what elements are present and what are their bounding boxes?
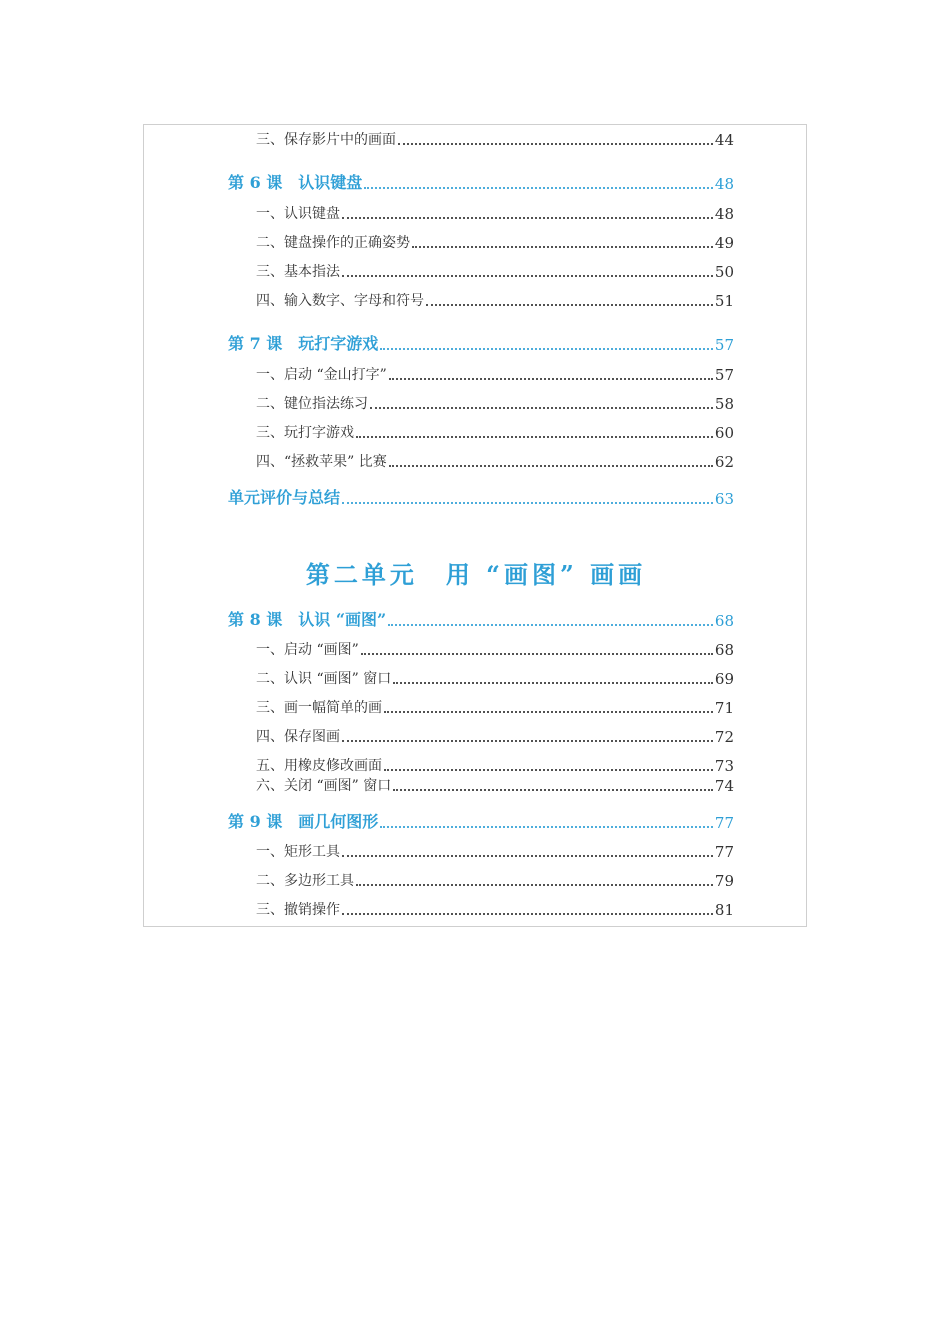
toc-item-title: 一、启动 “画图” [256, 642, 359, 658]
toc-item [256, 841, 734, 861]
lesson-title: 认识 “画图” [298, 610, 387, 629]
toc-item [256, 290, 734, 310]
leader-dots [356, 436, 713, 438]
toc-item-title: 六、关闭 “画图” 窗口 [256, 778, 392, 794]
leader-dots [342, 740, 713, 742]
lesson-title: 单元评价与总结 [228, 488, 341, 507]
toc-item-page: 49 [714, 234, 734, 252]
toc-item [256, 726, 734, 746]
leader-dots [356, 884, 713, 886]
leader-dots [389, 465, 713, 467]
leader-dots [364, 187, 713, 189]
toc-item [256, 668, 734, 688]
toc-item [256, 755, 734, 775]
lesson-title: 玩打字游戏 [298, 334, 379, 353]
toc-item-title: 三、撤销操作 [256, 902, 340, 918]
toc-lesson-6 [228, 171, 734, 193]
toc-item-title: 一、矩形工具 [256, 844, 340, 860]
toc-item-page: 48 [714, 205, 734, 223]
toc-item-title: 三、基本指法 [256, 264, 340, 280]
toc-item-title: 三、玩打字游戏 [256, 425, 354, 441]
leader-dots [412, 246, 713, 248]
toc-item-title: 一、启动 “金山打字” [256, 367, 387, 383]
leader-dots [380, 348, 713, 350]
leader-dots [393, 789, 713, 791]
toc-item [256, 364, 734, 384]
toc-item-page: 51 [714, 292, 734, 310]
unit-title [144, 555, 808, 590]
toc-item [256, 129, 734, 149]
lesson-title: 认识键盘 [298, 173, 363, 192]
toc-item-page: 79 [714, 872, 734, 890]
toc-item-page: 81 [714, 901, 734, 919]
lesson-page: 77 [714, 814, 734, 832]
lesson-number: 第 6 课 [228, 173, 283, 192]
toc-item-title: 五、用橡皮修改画面 [256, 758, 382, 774]
leader-dots [380, 826, 713, 828]
leader-dots [342, 855, 713, 857]
toc-item [256, 261, 734, 281]
lesson-page: 63 [714, 490, 734, 508]
toc-item-page: 71 [714, 699, 734, 717]
toc-item-title: 二、认识 “画图” 窗口 [256, 671, 392, 687]
toc-item [256, 697, 734, 717]
toc-item-title: 二、多边形工具 [256, 873, 354, 889]
toc-item [256, 232, 734, 252]
toc-item-page: 77 [714, 843, 734, 861]
toc-page [143, 124, 807, 927]
toc-item [256, 775, 734, 795]
lesson-number: 第 7 课 [228, 334, 283, 353]
toc-item [256, 422, 734, 442]
lesson-page: 68 [714, 612, 734, 630]
lesson-number: 第 9 课 [228, 812, 283, 831]
lesson-page: 48 [714, 175, 734, 193]
toc-item-page: 68 [714, 641, 734, 659]
toc-item-title: 四、“拯救苹果” 比赛 [256, 454, 387, 470]
lesson-page: 57 [714, 336, 734, 354]
toc-lesson-9 [228, 810, 734, 832]
toc-item-page: 60 [714, 424, 734, 442]
toc-item-page: 74 [714, 777, 734, 795]
toc-item-page: 44 [714, 131, 734, 149]
toc-item [256, 870, 734, 890]
toc-lesson-8 [228, 608, 734, 630]
leader-dots [384, 769, 713, 771]
toc-item-page: 69 [714, 670, 734, 688]
leader-dots [370, 407, 713, 409]
unit-number: 第二单元 [305, 560, 418, 589]
leader-dots [342, 913, 713, 915]
toc-item [256, 899, 734, 919]
leader-dots [342, 217, 713, 219]
toc-item-title: 四、保存图画 [256, 729, 340, 745]
toc-item-page: 72 [714, 728, 734, 746]
toc-item [256, 203, 734, 223]
toc-lesson-7 [228, 332, 734, 354]
lesson-title: 画几何图形 [298, 812, 379, 831]
toc-item-title: 三、保存影片中的画面 [256, 132, 396, 148]
toc-item [256, 393, 734, 413]
toc-item [256, 639, 734, 659]
leader-dots [388, 624, 713, 626]
leader-dots [342, 275, 713, 277]
toc-item-page: 57 [714, 366, 734, 384]
toc-item-title: 二、键盘操作的正确姿势 [256, 235, 410, 251]
toc-item-title: 三、画一幅简单的画 [256, 700, 382, 716]
leader-dots [342, 502, 713, 504]
leader-dots [361, 653, 713, 655]
toc-item-page: 62 [714, 453, 734, 471]
leader-dots [426, 304, 713, 306]
toc-item [256, 451, 734, 471]
leader-dots [393, 682, 713, 684]
toc-item-page: 58 [714, 395, 734, 413]
toc-unit-summary [228, 486, 734, 508]
toc-item-title: 一、认识键盘 [256, 206, 340, 222]
unit-name: 用 “画图” 画画 [445, 560, 647, 589]
toc-item-page: 73 [714, 757, 734, 775]
toc-item-title: 二、键位指法练习 [256, 396, 368, 412]
toc-item-page: 50 [714, 263, 734, 281]
leader-dots [398, 143, 713, 145]
toc-item-title: 四、输入数字、字母和符号 [256, 293, 424, 309]
lesson-number: 第 8 课 [228, 610, 283, 629]
leader-dots [389, 378, 713, 380]
leader-dots [384, 711, 713, 713]
